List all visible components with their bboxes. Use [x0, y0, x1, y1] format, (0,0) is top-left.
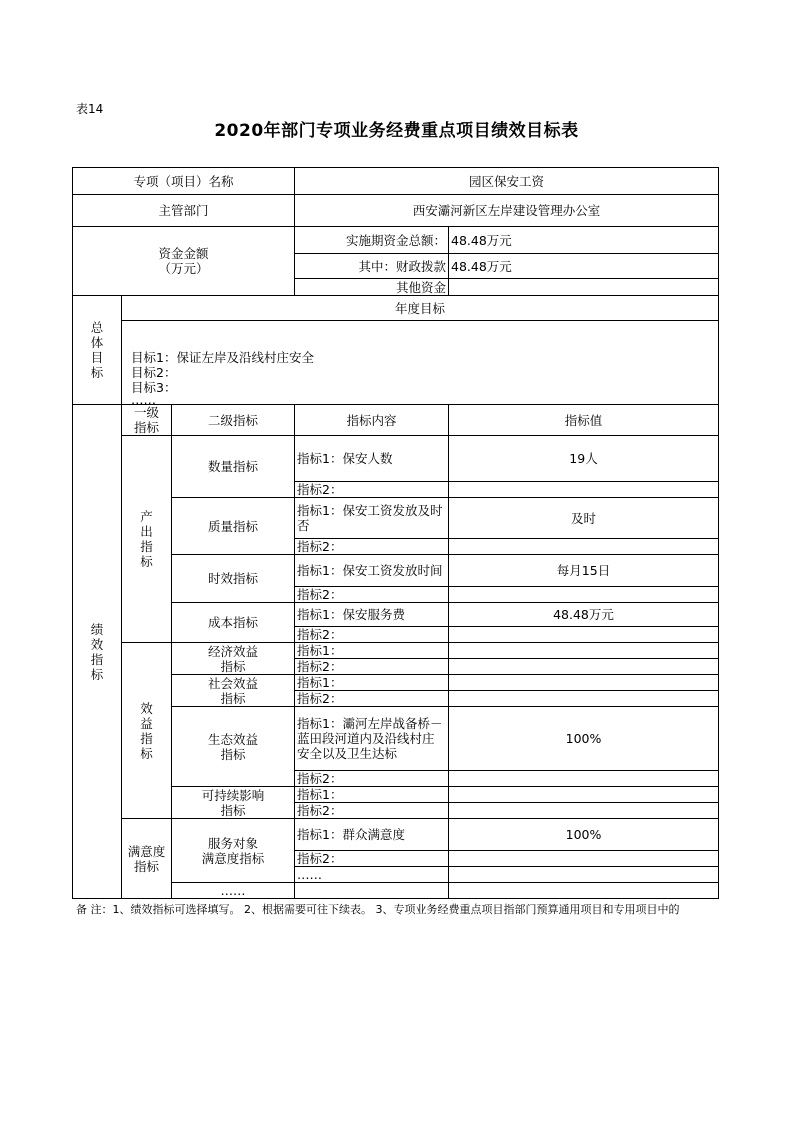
indicator-value	[449, 587, 719, 603]
table-row	[73, 436, 719, 482]
indicator-value: 100%	[449, 707, 719, 771]
annual-goal-label: 年度目标	[122, 296, 719, 321]
project-name-row	[73, 168, 719, 195]
indicator-content: 指标1：保安工资发放时间	[295, 555, 449, 587]
timeliness-indicator-label: 时效指标	[172, 555, 295, 603]
indicator-value	[449, 691, 719, 707]
value-header: 指标值	[449, 405, 719, 436]
indicator-content: 指标1：灞河左岸战备桥－蓝田段河道内及沿线村庄安全以及卫生达标	[295, 707, 449, 771]
goal-1: 目标1：保证左岸及沿线村庄安全	[131, 350, 314, 365]
social-indicator-label: 社会效益 指标	[172, 675, 295, 707]
cost-indicator-label: 成本指标	[172, 603, 295, 643]
indicator-content	[295, 883, 449, 899]
project-name-label: 专项（项目）名称	[73, 168, 295, 195]
footnote: 备 注：1、绩效指标可选择填写。 2、根据需要可往下续表。 3、专项业务经费重点项目指部门预算通用项目和专用项目中的	[76, 903, 680, 916]
indicator-value: 19人	[449, 436, 719, 482]
indicator-value	[449, 787, 719, 803]
other-funds-label: 其他资金	[295, 279, 449, 296]
satisfaction-indicator-label: 满意度 指标	[122, 819, 172, 899]
indicator-content: 指标2：	[295, 482, 449, 498]
dept-value: 西安灞河新区左岸建设管理办公室	[295, 195, 719, 227]
indicator-value: 100%	[449, 819, 719, 851]
table-number: 表14	[76, 102, 104, 116]
dept-row	[73, 195, 719, 227]
fiscal-funds-value: 48.48万元	[449, 254, 719, 279]
service-satisfaction-label: 服务对象 满意度指标	[172, 819, 295, 883]
total-funds-label: 实施期资金总额：	[295, 227, 449, 254]
indicator-content: ……	[295, 867, 449, 883]
indicator-value: 及时	[449, 498, 719, 539]
indicator-content: 指标2：	[295, 851, 449, 867]
indicator-content: 指标2：	[295, 659, 449, 675]
indicator-content: 指标2：	[295, 691, 449, 707]
perf-header-row	[73, 405, 719, 436]
annual-goals	[122, 321, 719, 405]
indicator-content: 指标2：	[295, 803, 449, 819]
table-row	[73, 643, 719, 659]
indicator-content: 指标1：	[295, 675, 449, 691]
output-indicator-label: 产 出 指 标	[122, 436, 172, 643]
ecological-indicator-label: 生态效益 指标	[172, 707, 295, 787]
indicator-value	[449, 883, 719, 899]
indicator-value	[449, 675, 719, 691]
indicator-value	[449, 539, 719, 555]
indicator-content: 指标1：群众满意度	[295, 819, 449, 851]
perf-label: 绩 效 指 标	[73, 405, 122, 899]
indicator-value	[449, 867, 719, 883]
indicator-value	[449, 851, 719, 867]
other-funds-value	[449, 279, 719, 296]
indicator-content: 指标2：	[295, 771, 449, 787]
goal-2: 目标2：	[131, 365, 177, 380]
dept-label: 主管部门	[73, 195, 295, 227]
indicator-content: 指标1：保安服务费	[295, 603, 449, 627]
indicator-value	[449, 771, 719, 787]
goal-more: ……	[131, 392, 156, 405]
indicator-content: 指标2：	[295, 539, 449, 555]
indicator-value: 48.48万元	[449, 603, 719, 627]
economic-indicator-label: 经济效益 指标	[172, 643, 295, 675]
funds-label-line2: （万元）	[158, 261, 209, 276]
indicator-value: 每月15日	[449, 555, 719, 587]
level2-header: 二级指标	[172, 405, 295, 436]
quantity-indicator-label: 数量指标	[172, 436, 295, 498]
fiscal-funds-label: 其中：财政拨款	[295, 254, 449, 279]
indicator-value	[449, 659, 719, 675]
funds-total-row	[73, 227, 719, 254]
total-funds-value: 48.48万元	[449, 227, 719, 254]
indicator-value	[449, 482, 719, 498]
funds-label	[73, 227, 295, 296]
quality-indicator-label: 质量指标	[172, 498, 295, 555]
sustainable-indicator-label: 可持续影响 指标	[172, 787, 295, 819]
benefit-indicator-label: 效 益 指 标	[122, 643, 172, 819]
indicator-value	[449, 803, 719, 819]
indicator-content: 指标1：	[295, 787, 449, 803]
indicator-value	[449, 627, 719, 643]
performance-target-table	[72, 167, 719, 899]
content-header: 指标内容	[295, 405, 449, 436]
project-name-value: 园区保安工资	[295, 168, 719, 195]
overall-goal-label: 总 体 目 标	[73, 296, 122, 405]
more-indicators: ……	[172, 883, 295, 899]
annual-goals-row	[73, 321, 719, 405]
indicator-value	[449, 643, 719, 659]
indicator-content: 指标2：	[295, 587, 449, 603]
indicator-content: 指标1：保安工资发放及时否	[295, 498, 449, 539]
level1-header: 一级 指标	[122, 405, 172, 436]
page-title: 2020年部门专项业务经费重点项目绩效目标表	[214, 121, 579, 141]
goal-3: 目标3：	[131, 380, 177, 395]
indicator-content: 指标1：	[295, 643, 449, 659]
annual-goal-header-row	[73, 296, 719, 321]
funds-label-line1: 资金金额	[158, 246, 209, 261]
indicator-content: 指标2：	[295, 627, 449, 643]
indicator-content: 指标1：保安人数	[295, 436, 449, 482]
table-row	[73, 819, 719, 851]
